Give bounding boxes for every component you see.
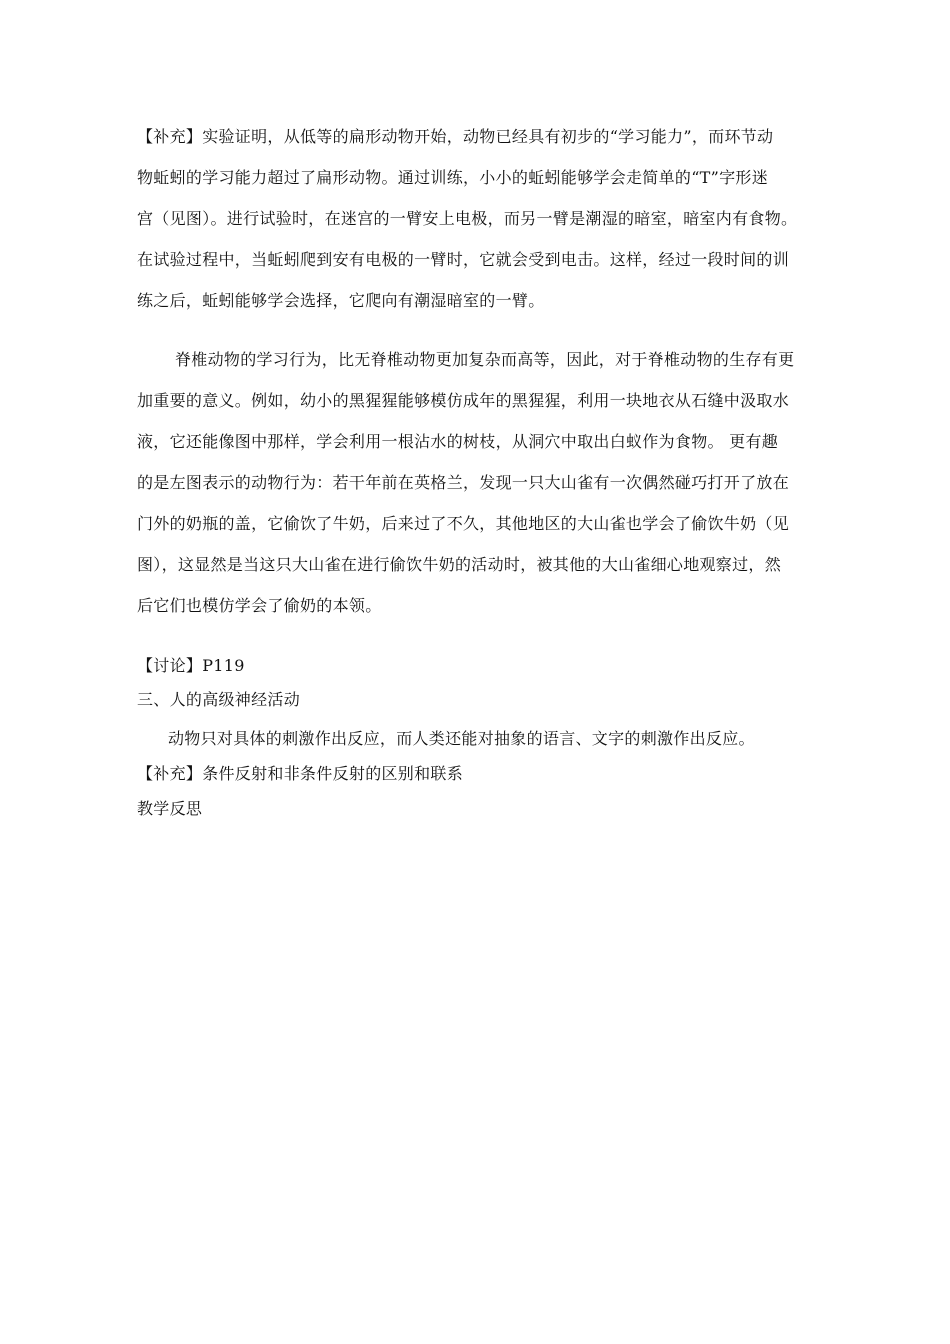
text-line: 后它们也模仿学会了偷奶的本领。 (137, 596, 382, 615)
section-heading: 三、人的高级神经活动 (137, 690, 301, 709)
section-body: 动物只对具体的刺激作出反应，而人类还能对抽象的语言、文字的刺激作出反应。 (168, 729, 755, 748)
text-line: 的是左图表示的动物行为：若干年前在英格兰，发现一只大山雀有一次偶然碰巧打开了放在 (137, 473, 790, 492)
text-line: 门外的奶瓶的盖，它偷饮了牛奶，后来过了不久，其他地区的大山雀也学会了偷饮牛奶（见 (137, 514, 790, 533)
supplement-heading: 【补充】条件反射和非条件反射的区别和联系 (137, 764, 464, 783)
text-line: 加重要的意义。例如，幼小的黑猩猩能够模仿成年的黑猩猩，利用一块地衣从石缝中汲取水 (137, 391, 790, 410)
reflection-heading: 教学反思 (137, 799, 203, 818)
text-line: 图），这显然是当这只大山雀在进行偷饮牛奶的活动时，被其他的大山雀细心地观察过，然 (137, 555, 782, 574)
text-line: 【补充】实验证明，从低等的扁形动物开始，动物已经具有初步的“学习能力”，而环节动 (137, 127, 774, 146)
discussion-label: 【讨论】P119 (137, 656, 245, 675)
text-line: 物蚯蚓的学习能力超过了扁形动物。通过训练，小小的蚯蚓能够学会走简单的“T”字形迷 (137, 168, 769, 187)
text-line: 脊椎动物的学习行为，比无脊椎动物更加复杂而高等，因此，对于脊椎动物的生存有更 (175, 350, 795, 369)
text-line: 液，它还能像图中那样，学会利用一根沾水的树枝，从洞穴中取出白蚁作为食物。 更有趣 (137, 432, 779, 451)
text-line: 在试验过程中，当蚯蚓爬到安有电极的一臂时，它就会受到电击。这样，经过一段时间的训 (137, 250, 790, 269)
text-line: 宫（见图）。进行试验时，在迷宫的一臂安上电极，而另一臂是潮湿的暗室，暗室内有食物。 (137, 209, 798, 228)
text-line: 练之后，蚯蚓能够学会选择，它爬向有潮湿暗室的一臂。 (137, 291, 545, 310)
